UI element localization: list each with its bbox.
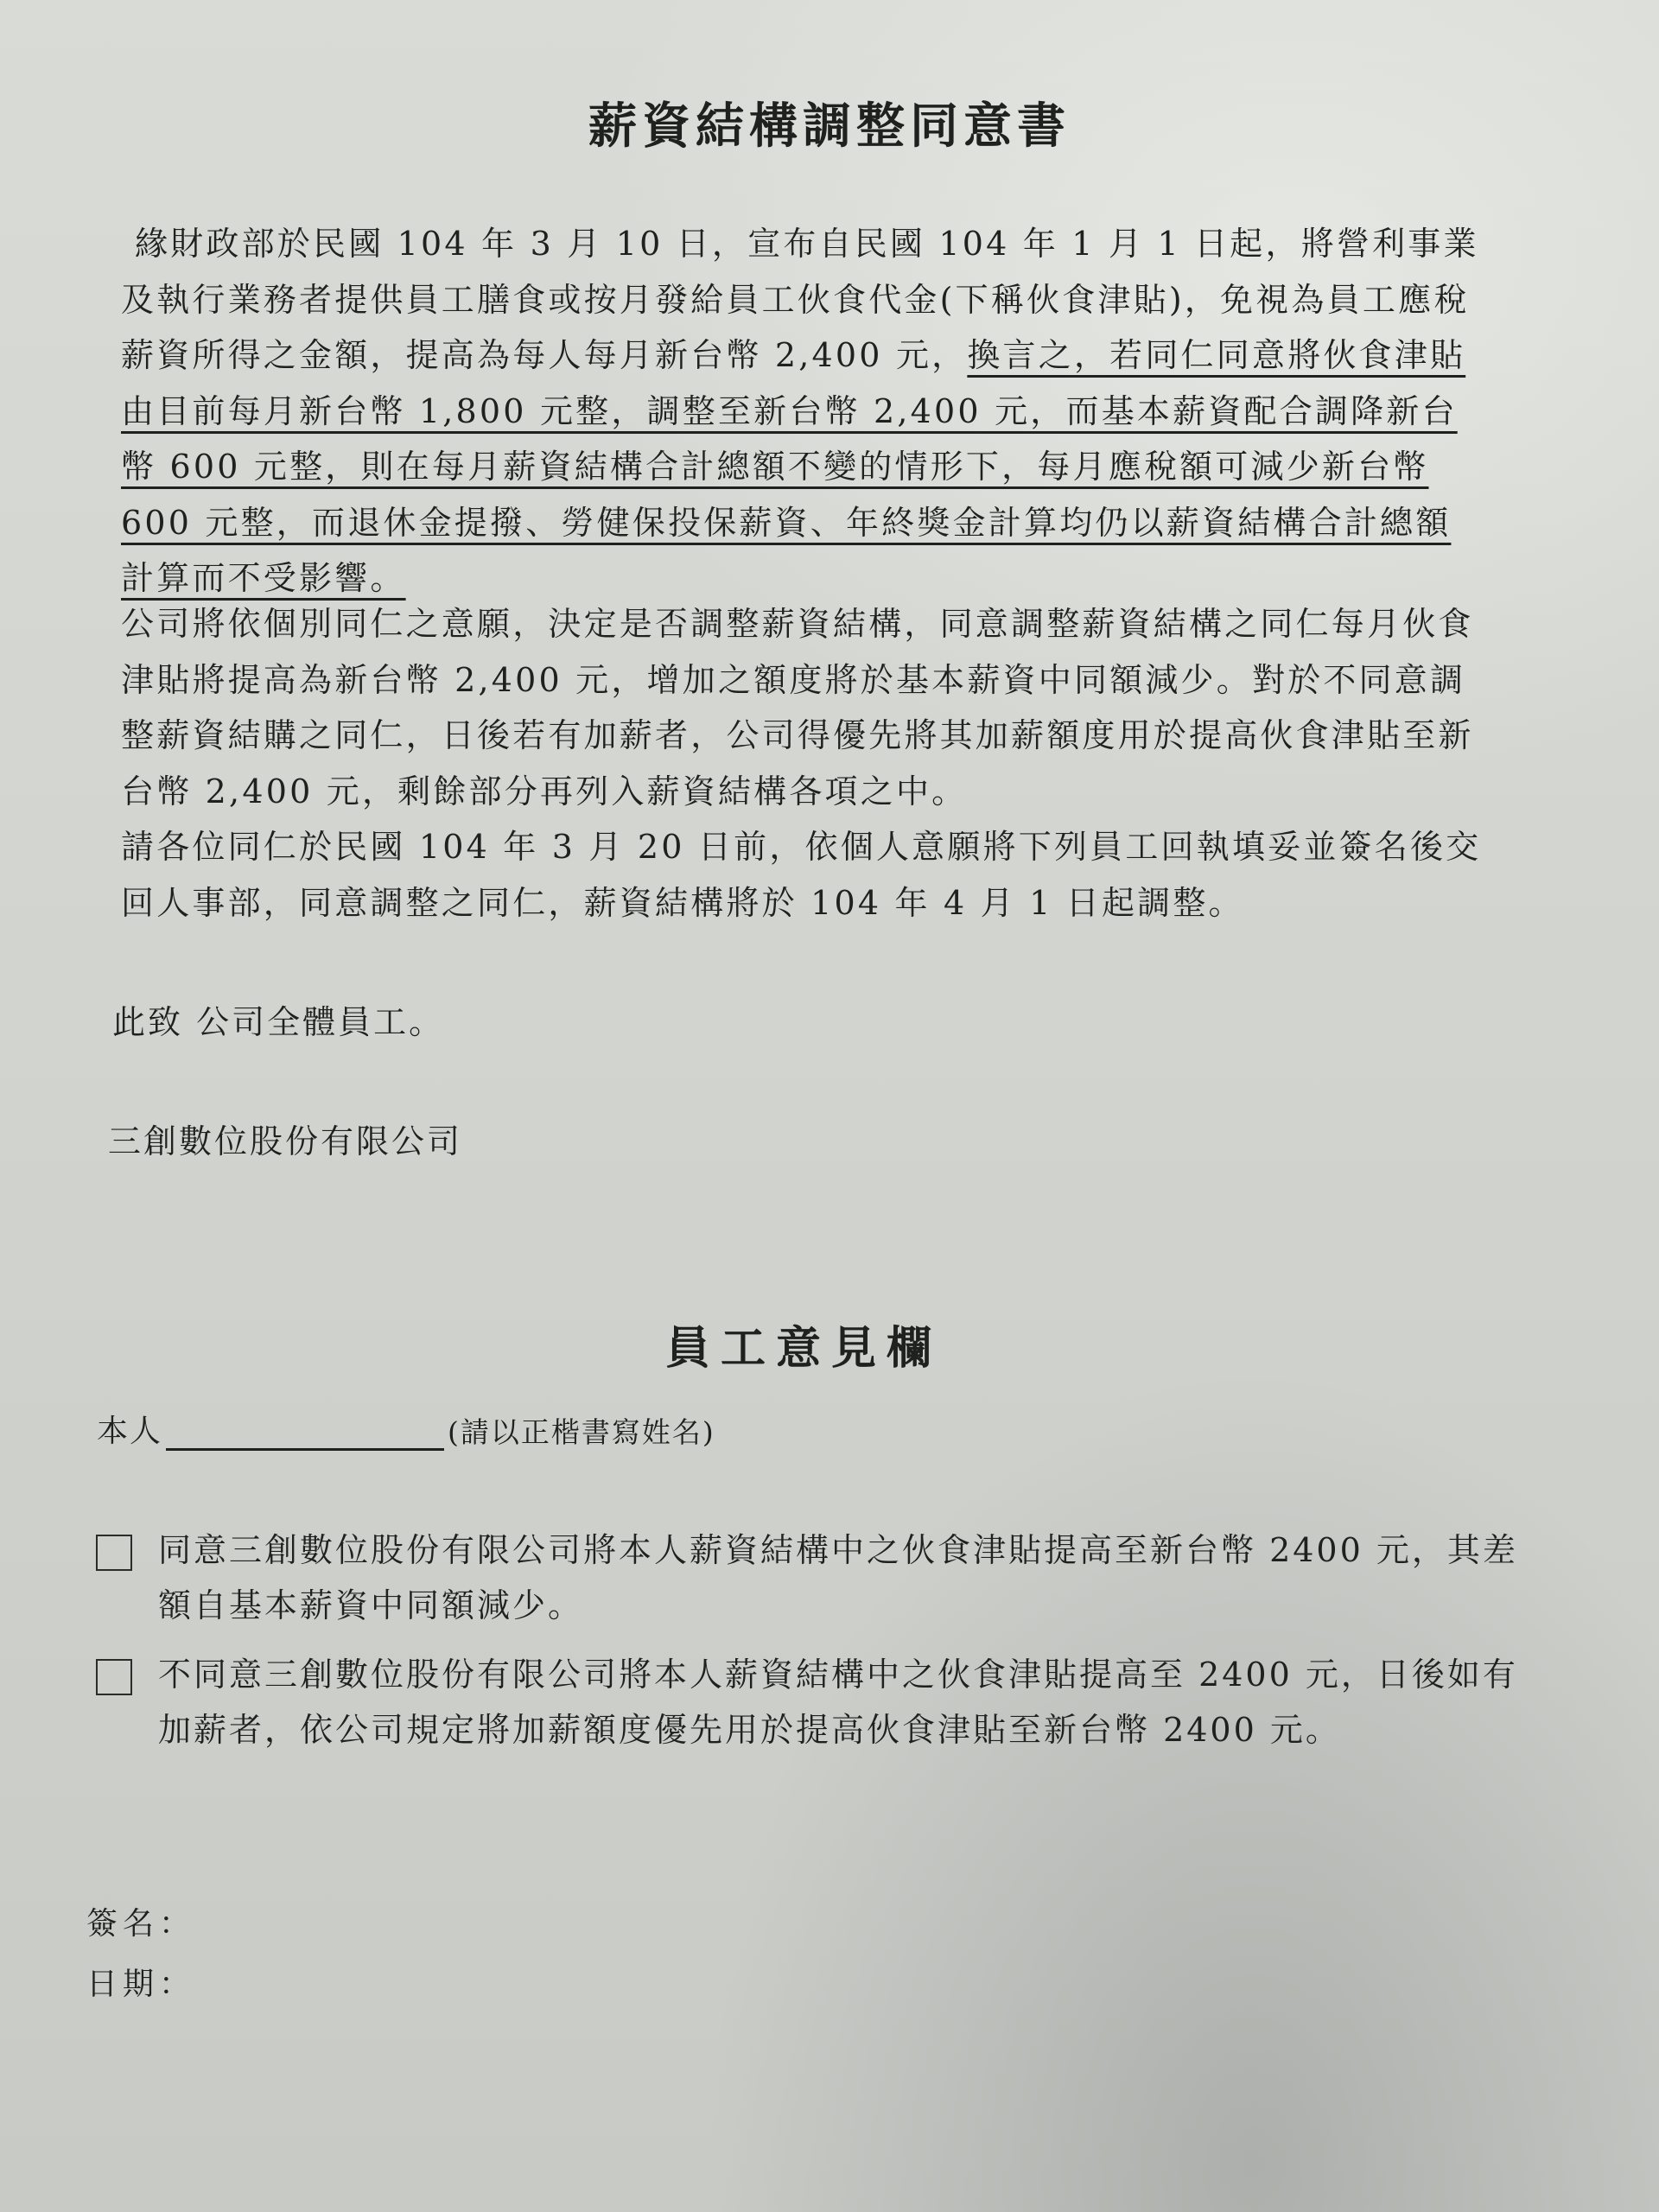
date-row <box>86 1960 728 2004</box>
name-input-line[interactable] <box>166 1414 444 1451</box>
signature-label: 簽名： <box>86 1906 196 1942</box>
paragraph-text: 緣財政部於民國 104 年 3 月 10 日，宣布自民國 104 年 1 月 1 日起，將營利事業及執行業務者提供員工膳食或按月發給員工伙食代金(下稱伙食津貼)，免視為員工應稅薪資所得之金額，提高為每人每月新台幣 2,400 元， <box>121 225 1479 374</box>
signature-field[interactable] <box>210 1909 728 1943</box>
option-disagree <box>91 1647 1525 1758</box>
option-disagree-text: 不同意三創數位股份有限公司將本人薪資結構中之伙食津貼提高至 2400 元，日後如有加薪者，依公司規定將加薪額度優先用於提高伙食津貼至新台幣 2400 元。 <box>158 1656 1518 1749</box>
name-hint: (請以正楷書寫姓名) <box>448 1415 715 1449</box>
document-title: 薪資結構調整同意書 <box>588 98 1071 155</box>
disagree-checkbox[interactable] <box>96 1659 132 1695</box>
underlined-explanation: 換言之，若同仁同意將伙食津貼由目前每月新台幣 1,800 元整，調整至新台幣 2,400 元，而基本薪資配合調降新台幣 600 元整，則在每月薪資結構合計總額不變的情形下，每月應稅額可減少新台幣 600 元整，而退休金提撥、勞健保投保薪資、年終獎金計算均仍以薪資結構合計總額計算而不受影響。 <box>121 336 1466 597</box>
date-field[interactable] <box>210 1969 728 2004</box>
date-label: 日期： <box>86 1967 196 2002</box>
option-agree-text: 同意三創數位股份有限公司將本人薪資結構中之伙食津貼提高至新台幣 2400 元，其差額自基本薪資中同額減少。 <box>158 1531 1518 1624</box>
option-agree <box>91 1522 1525 1633</box>
paragraph-tax-announcement <box>121 216 1486 607</box>
paragraph-company-policy <box>121 596 1486 931</box>
agree-checkbox[interactable] <box>96 1535 132 1571</box>
employee-section-title: 員工意見欄 <box>664 1322 942 1375</box>
signature-row <box>86 1899 728 1943</box>
paragraph-text: 公司將依個別同仁之意願，決定是否調整薪資結構，同意調整薪資結構之同仁每月伙食津貼將提高為新台幣 2,400 元，增加之額度將於基本薪資中同額減少。對於不同意調整薪資結購之同仁，日後若有加薪者，公司得優先將其加薪額度用於提高伙食津貼至新台幣 2,400 元，剩餘部分再列入薪資結構各項之中。 <box>121 605 1474 810</box>
name-row <box>97 1407 715 1451</box>
closing-salutation: 此致 公司全體員工。 <box>112 1003 445 1041</box>
paragraph-deadline: 請各位同仁於民國 104 年 3 月 20 日前，依個人意願將下列員工回執填妥並簽名後交回人事部，同意調整之同仁，薪資結構將於 104 年 4 月 1 日起調整。 <box>121 828 1482 922</box>
company-name: 三創數位股份有限公司 <box>108 1122 463 1160</box>
name-label: 本人 <box>97 1414 163 1449</box>
